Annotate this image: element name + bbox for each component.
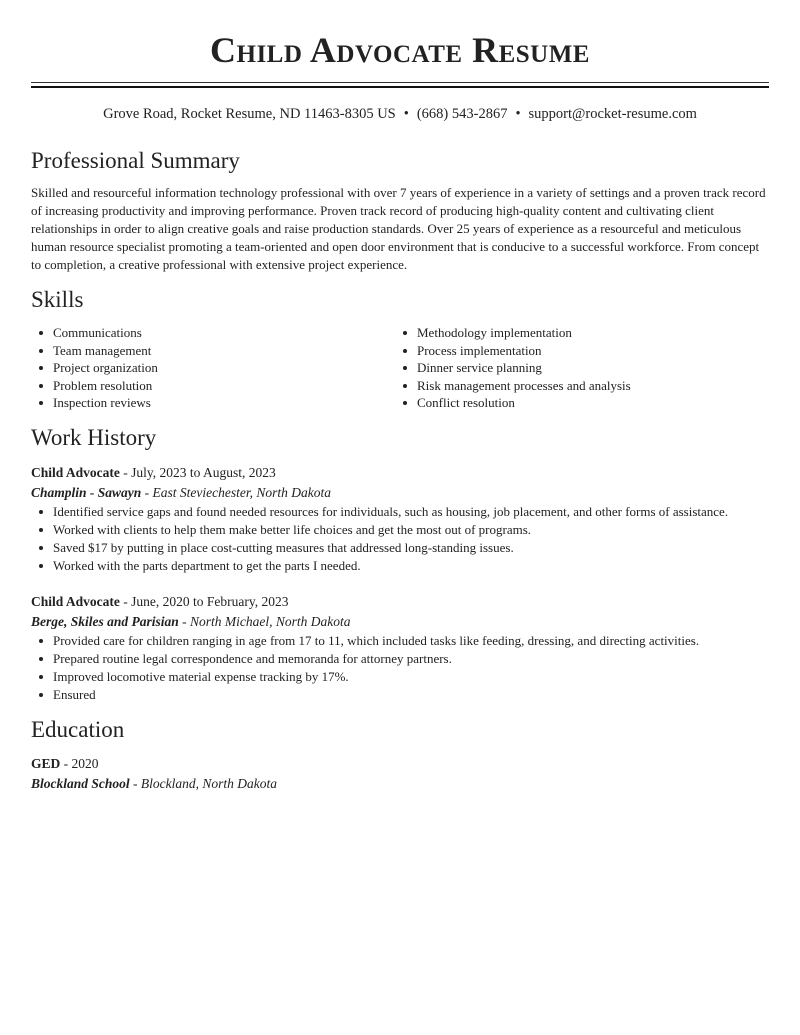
degree-year: - 2020 [60, 755, 99, 771]
bullet-separator: • [515, 106, 521, 122]
contact-email[interactable]: support@rocket-resume.com [528, 106, 697, 122]
skill-item: Project organization [31, 359, 395, 377]
section-heading-work: Work History [31, 424, 157, 450]
school-name: Blockland School [31, 775, 130, 791]
skills-list-left [31, 324, 395, 412]
job-bullet-list [31, 503, 769, 575]
rule-thick-line [31, 86, 769, 88]
contact-address: Grove Road, Rocket Resume, ND 11463-8305 US [103, 106, 396, 122]
job-title: Child Advocate [31, 464, 120, 480]
job-bullet: Saved $17 by putting in place cost-cutting measures that addressed long-standing issues. [31, 539, 769, 557]
job-bullet: Provided care for children ranging in age from 17 to 11, which included tasks like feeding, dressing, and directing activities. [31, 632, 769, 650]
job-title: Child Advocate [31, 593, 120, 609]
degree-line [31, 754, 769, 774]
job-entry [31, 463, 769, 575]
job-location: - North Michael, North Dakota [178, 613, 351, 629]
contact-phone: (668) 543-2867 [416, 106, 508, 122]
resume-title: Child Advocate Resume [210, 30, 590, 70]
header-double-rule [31, 82, 769, 88]
skill-item: Methodology implementation [395, 324, 759, 342]
professional-summary-section [31, 147, 769, 274]
school-location: - Blockland, North Dakota [129, 775, 277, 791]
skill-item: Conflict resolution [395, 394, 759, 412]
job-bullet: Improved locomotive material expense tracking by 17%. [31, 668, 769, 686]
skill-item: Communications [31, 324, 395, 342]
job-location: - East Steviechester, North Dakota [141, 484, 331, 500]
rule-thin-line [31, 82, 769, 83]
job-bullet-list [31, 632, 769, 704]
job-company: Berge, Skiles and Parisian [31, 613, 179, 629]
skills-grid [31, 324, 769, 412]
bullet-separator: • [403, 106, 409, 122]
section-heading-skills: Skills [31, 287, 84, 312]
job-title-line [31, 592, 769, 612]
job-company-line [31, 483, 769, 503]
skill-item: Problem resolution [31, 377, 395, 395]
skills-column-left [31, 324, 395, 412]
job-entry [31, 592, 769, 704]
job-bullet: Ensured [31, 686, 769, 704]
education-entry [31, 754, 769, 794]
job-bullet: Worked with clients to help them make better life choices and get the most out of programs. [31, 521, 769, 539]
skill-item: Inspection reviews [31, 394, 395, 412]
job-bullet: Identified service gaps and found needed resources for individuals, such as housing, job placement, and other forms of assistance. [31, 503, 769, 521]
job-title-line [31, 463, 769, 483]
section-heading-education: Education [31, 716, 125, 742]
job-bullet: Prepared routine legal correspondence and memoranda for attorney partners. [31, 650, 769, 668]
job-dates: - June, 2020 to February, 2023 [119, 593, 289, 609]
section-heading-summary: Professional Summary [31, 148, 240, 173]
skill-item: Risk management processes and analysis [395, 377, 759, 395]
education-section [31, 716, 769, 794]
skills-list-right [395, 324, 759, 412]
skill-item: Dinner service planning [395, 359, 759, 377]
school-line [31, 774, 769, 794]
job-dates: - July, 2023 to August, 2023 [119, 464, 276, 480]
contact-line [31, 105, 769, 123]
skills-section [31, 286, 769, 412]
summary-paragraph: Skilled and resourceful information technology professional with over 7 years of experience in a variety of settings and a proven track record of increasing productivity and improving performance. Proven track record of producing high-quality content and cultivating client relationships in order to align creative goals and raise production standards. Over 25 years of experience as a resourceful and meticulous human resource specialist promoting a team-oriented and open door environment that is conducive to a successful workforce. From concept to completion, a creative professional with extensive project experience. [31, 185, 766, 272]
job-bullet: Worked with the parts department to get the parts I needed. [31, 557, 769, 575]
skill-item: Process implementation [395, 342, 759, 360]
skill-item: Team management [31, 342, 395, 360]
job-company-line [31, 612, 769, 632]
job-company: Champlin - Sawayn [31, 484, 142, 500]
skills-column-right [395, 324, 759, 412]
work-history-section [31, 424, 769, 704]
degree: GED [31, 755, 61, 771]
